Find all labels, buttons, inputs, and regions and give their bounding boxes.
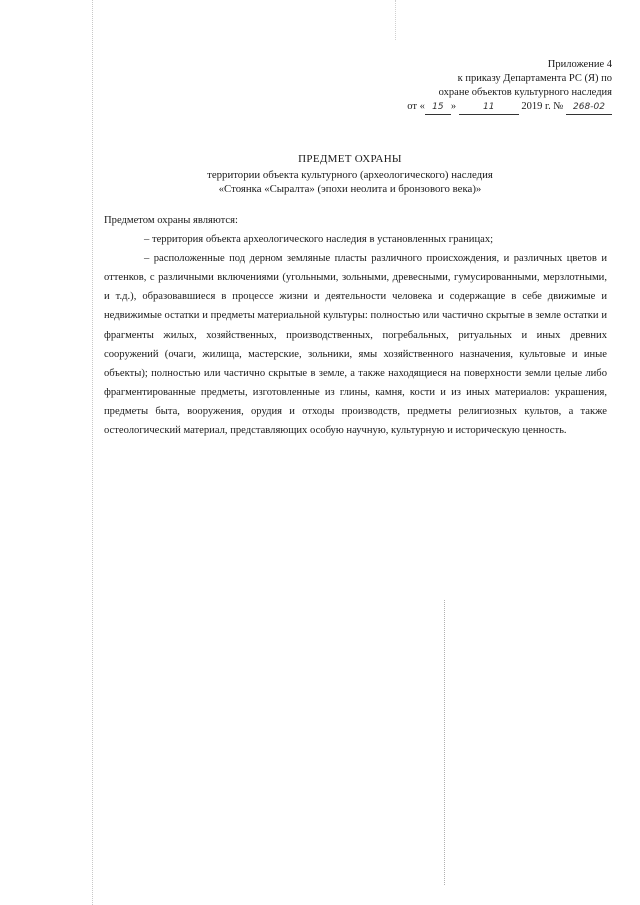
title-subline-2: «Стоянка «Сыралта» (эпохи неолита и бронзового века)» <box>218 183 482 195</box>
appendix-line-3: охране объектов культурного наследия <box>438 87 612 98</box>
scan-border-fold <box>444 600 445 885</box>
title-subline-1: территории объекта культурного (археологического) наследия <box>207 168 493 181</box>
appendix-header <box>352 58 612 115</box>
document-body <box>104 211 607 440</box>
date-month: 11 <box>459 100 519 115</box>
appendix-line-2: к приказу Департамента РС (Я) по <box>457 73 612 84</box>
date-prefix: от « <box>407 101 425 112</box>
date-year: 2019 г. № <box>521 101 564 112</box>
appendix-date-line <box>352 100 612 115</box>
body-item-1: – территория объекта археологического наследия в установленных границах; <box>144 234 494 246</box>
order-number: 268-02 <box>566 100 612 115</box>
date-day: 15 <box>425 100 451 115</box>
body-item-2: – расположенные под дерном земляные пласты различного происхождения, и различных цветов и оттенков, с различными включениями (угольными, зольными, древесными, гумусированными, мерзлотными, и т.д.), образовавшиеся в процессе жизни и деятельности человека и содержащие в себе движимые и недвижимые остатки и предметы материальной культуры: полностью или частично скрытые в земле остатки и фрагменты жилых, хозяйственных, производственных, погребальных, ритуальных и иных древних сооружений (очаги, жилища, мастерские, зольники, ямы хозяйственного назначения, культовые и иные объекты); полностью или частично скрытые в земле, а также находящиеся на поверхности земли целые либо фрагментированные предметы, изготовленные из глины, камня, кости и из иных материалов: украшения, предметы быта, вооружения, орудия и отходы производств, предметы религиозных культов, а также остеологический материал, представляющих особую научную, культурную и историческую ценность. <box>104 253 607 437</box>
body-lead: Предметом охраны являются: <box>104 215 238 226</box>
title-main: ПРЕДМЕТ ОХРАНЫ <box>298 153 402 165</box>
scan-border-top <box>395 0 396 40</box>
appendix-line-1: Приложение 4 <box>547 59 612 70</box>
date-mid: » <box>450 101 457 112</box>
document-title <box>100 152 600 197</box>
scan-border-left <box>92 0 93 905</box>
